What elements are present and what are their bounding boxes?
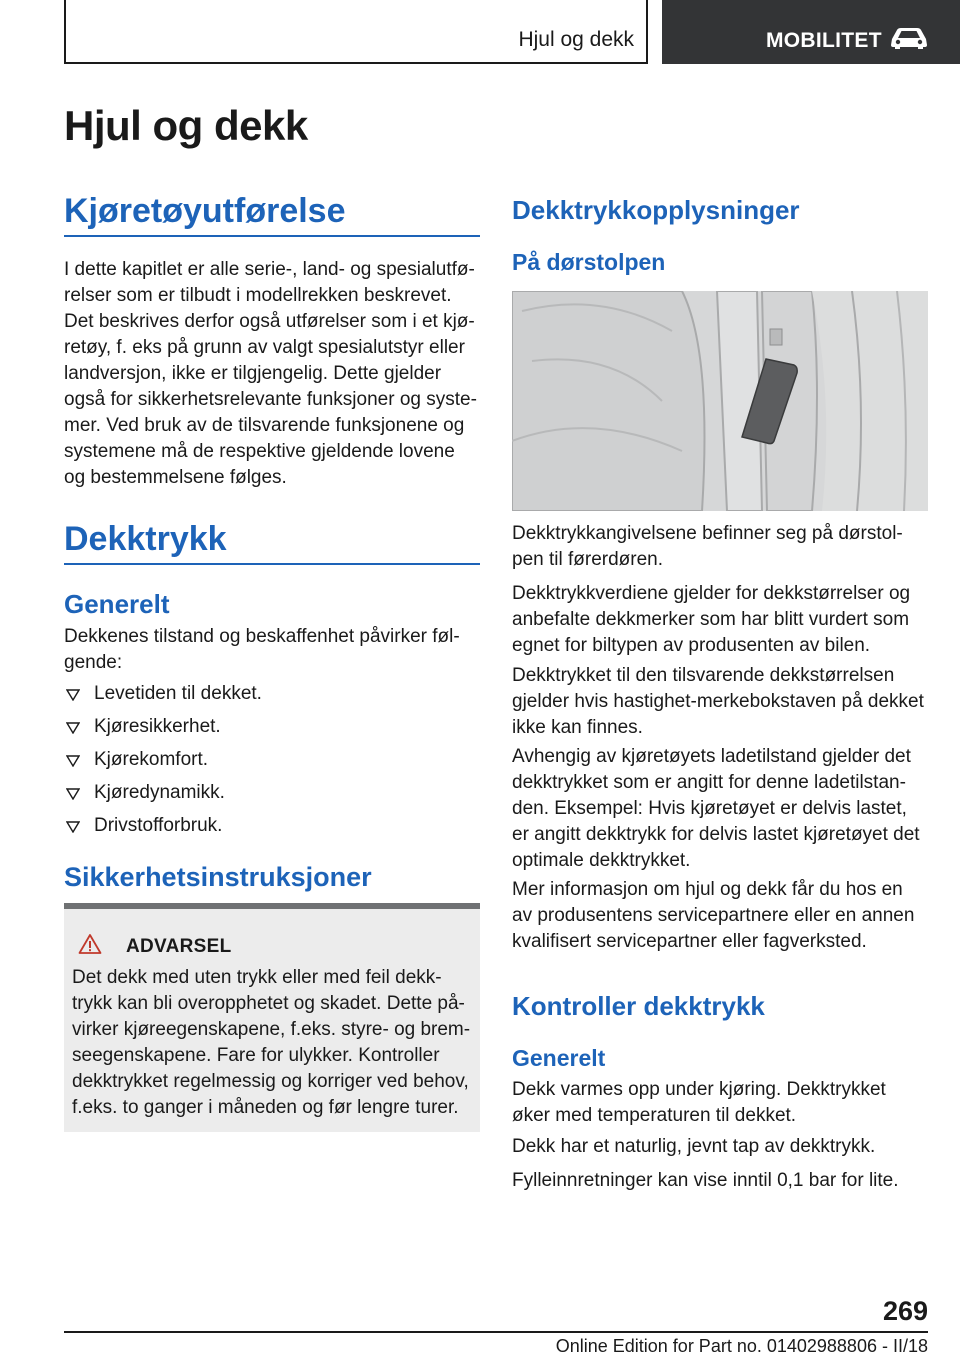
- edition-note: Online Edition for Part no. 01402988806 - II/18: [555, 1336, 928, 1356]
- chapter-title: MOBILITET: [766, 29, 882, 52]
- list-item: Kjørekomfort.: [64, 747, 480, 780]
- section-heading-vehicle-equipment: Kjøretøyutførelse: [64, 192, 480, 237]
- list-item: Drivstofforbruk.: [64, 813, 480, 846]
- triangle-bullet-icon: [66, 788, 80, 800]
- section-heading-tyre-info: Dekktrykkopplysninger: [512, 195, 800, 225]
- section-heading-tyre-pressure: Dekktrykk: [64, 520, 480, 565]
- check-paragraph-2: Dekk har et naturlig, jevnt tap av dekktrykk.: [512, 1136, 876, 1157]
- page-number: 269: [882, 1296, 928, 1326]
- car-icon: [888, 26, 930, 50]
- warning-label: ADVARSEL: [126, 936, 232, 957]
- tyre-condition-text: Dekkenes tilstand og beskaffenhet påvirker føl-gende:: [64, 626, 460, 673]
- door-pillar-illustration: [512, 291, 928, 511]
- triangle-bullet-icon: [66, 689, 80, 701]
- right-paragraph-1: Dekktrykkangivelsene befinner seg på dørstol-pen til førerdøren.: [512, 523, 903, 570]
- subheading-general: Generelt: [64, 589, 170, 619]
- subheading-general-right: Generelt: [512, 1045, 606, 1071]
- list-item: Kjøresikkerhet.: [64, 714, 480, 747]
- right-paragraph-4: Avhengig av kjøretøyets ladetilstand gjelder det dekktrykket som er angitt for denne ladetilstan-den. Eksempel: Hvis kjøretøyet er delvis lastet, er angitt dekktrykk for delvis lastet kjøretøyet det optimale dekktrykket.: [512, 746, 920, 871]
- triangle-bullet-icon: [66, 722, 80, 734]
- section-heading-check-pressure: Kontroller dekktrykk: [512, 991, 765, 1021]
- check-paragraph-1: Dekk varmes opp under kjøring. Dekktrykket øker med temperaturen til dekket.: [512, 1079, 886, 1126]
- triangle-bullet-icon: [66, 821, 80, 833]
- door-pillar-drawing: [512, 291, 928, 511]
- warning-triangle-icon: [78, 933, 102, 955]
- right-paragraph-5: Mer informasjon om hjul og dekk får du hos en av produsentens servicepartnere eller en annen kvalifisert servicepartner eller fagverksted.: [512, 879, 915, 952]
- warning-text: Det dekk med uten trykk eller med feil dekk-trykk kan bli overopphetet og skadet. Dette på-virker kjøreegenskapene, f.eks. styre- og brem-seegenskapene. Fare for ulykker. Kontroller dekktrykket regelmessig og korriger ved behov, f.eks. to ganger i måneden og før lengre turer.: [72, 967, 471, 1118]
- running-header: [64, 0, 648, 64]
- right-paragraph-2: Dekktrykkverdiene gjelder for dekkstørrelser og anbefalte dekkmerker som har blitt vurdert som egnet for biltypen av produsenten av bilen.: [512, 583, 911, 656]
- list-item: Kjøredynamikk.: [64, 780, 480, 813]
- footer-divider: [64, 1331, 928, 1333]
- chapter-tab: [662, 0, 960, 64]
- check-paragraph-3: Fylleinnretninger kan vise inntil 0,1 bar for lite.: [512, 1170, 899, 1191]
- page-title: Hjul og dekk: [64, 102, 308, 149]
- vehicle-equipment-text: I dette kapitlet er alle serie-, land- og spesialutfø-relser som er tilbudt i modellrekken beskrevet. Det beskrives derfor også utførelser som i et kjø-retøy, f. eks på grunn av valgt spesialutstyr eller landversjon, ikke er tilgjengelig. Dette gjelder også for sikkerhetsrelevante funksjoner og syste-mer. Ved bruk av de tilsvarende funksjonene og systemene må de respektive gjeldende lovene og bestemmelsene følges.: [64, 259, 477, 488]
- subheading-door-pillar: På dørstolpen: [512, 249, 666, 275]
- section-heading-safety: Sikkerhetsinstruksjoner: [64, 862, 372, 892]
- tyre-effects-list: [64, 681, 480, 846]
- warning-box: [64, 903, 480, 1132]
- list-item: Levetiden til dekket.: [64, 681, 480, 714]
- right-paragraph-3: Dekktrykket til den tilsvarende dekkstørrelsen gjelder hvis hastighet-merkebokstaven på dekket ikke kan finnes.: [512, 665, 924, 738]
- header-section-title: Hjul og dekk: [518, 28, 634, 51]
- triangle-bullet-icon: [66, 755, 80, 767]
